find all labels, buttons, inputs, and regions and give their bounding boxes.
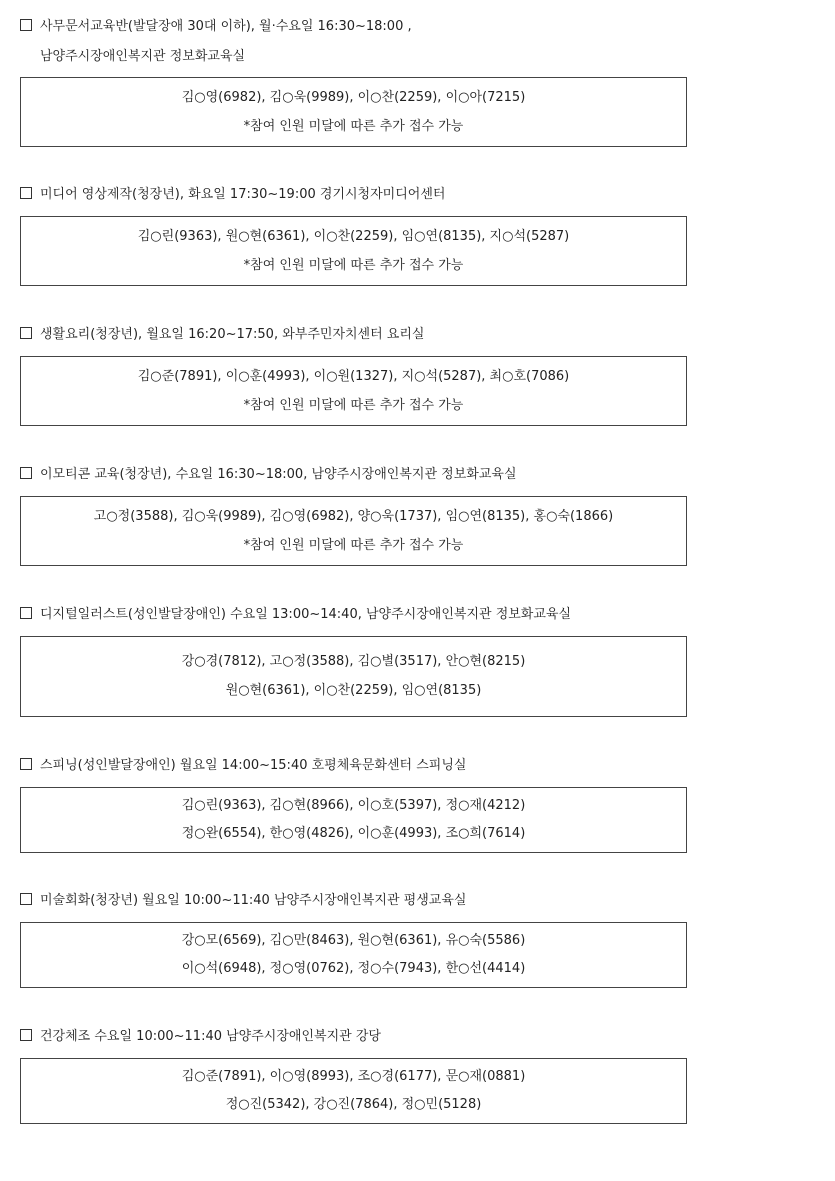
participant-box bbox=[20, 77, 687, 147]
checkbox-icon bbox=[20, 467, 32, 479]
participant-list: 고○정(3588), 김○욱(9989), 김○영(6982), 양○욱(1737), 임○연(8135), 홍○숙(1866) bbox=[93, 509, 614, 524]
checkbox-icon bbox=[20, 1029, 32, 1041]
program-title: 스피닝(성인발달장애인) 월요일 14:00~15:40 호평체육문화센터 스피닝실 bbox=[40, 758, 467, 773]
participant-list: 김○린(9363), 김○현(8966), 이○호(5397), 정○재(4212) bbox=[181, 798, 526, 813]
participant-box bbox=[20, 216, 687, 286]
checkbox-icon bbox=[20, 327, 32, 339]
program-title: 사무문서교육반(발달장애 30대 이하), 월·수요일 16:30~18:00 , bbox=[40, 19, 412, 34]
recruit-note: *참여 인원 미달에 따른 추가 접수 가능 bbox=[243, 119, 464, 134]
participant-box bbox=[20, 356, 687, 426]
participant-list: 정○진(5342), 강○진(7864), 정○민(5128) bbox=[225, 1097, 482, 1112]
participant-list: 김○영(6982), 김○욱(9989), 이○찬(2259), 이○아(7215) bbox=[181, 90, 526, 105]
program-heading bbox=[20, 187, 445, 203]
checkbox-icon bbox=[20, 19, 32, 31]
program-heading bbox=[20, 327, 424, 343]
participant-list: 이○석(6948), 정○영(0762), 정○수(7943), 한○선(4414) bbox=[181, 961, 526, 976]
program-title: 건강체조 수요일 10:00~11:40 남양주시장애인복지관 강당 bbox=[40, 1029, 381, 1044]
participant-list: 김○준(7891), 이○훈(4993), 이○원(1327), 지○석(5287), 최○호(7086) bbox=[137, 369, 570, 384]
participant-list: 강○경(7812), 고○정(3588), 김○별(3517), 안○현(8215) bbox=[181, 654, 526, 669]
program-title: 미술회화(청장년) 월요일 10:00~11:40 남양주시장애인복지관 평생교육실 bbox=[40, 893, 467, 908]
participant-list: 김○린(9363), 원○현(6361), 이○찬(2259), 임○연(8135), 지○석(5287) bbox=[137, 229, 570, 244]
participant-box bbox=[20, 636, 687, 717]
participant-list: 강○모(6569), 김○만(8463), 원○현(6361), 유○숙(5586) bbox=[181, 933, 526, 948]
participant-box bbox=[20, 787, 687, 853]
program-heading bbox=[20, 1029, 381, 1045]
participant-list: 원○현(6361), 이○찬(2259), 임○연(8135) bbox=[225, 683, 482, 698]
checkbox-icon bbox=[20, 758, 32, 770]
recruit-note: *참여 인원 미달에 따른 추가 접수 가능 bbox=[243, 398, 464, 413]
participant-box bbox=[20, 1058, 687, 1124]
program-heading bbox=[20, 467, 517, 483]
recruit-note: *참여 인원 미달에 따른 추가 접수 가능 bbox=[243, 538, 464, 553]
participant-box bbox=[20, 496, 687, 566]
program-title: 디지털일러스트(성인발달장애인) 수요일 13:00~14:40, 남양주시장애인복지관 정보화교육실 bbox=[40, 607, 572, 622]
checkbox-icon bbox=[20, 187, 32, 199]
checkbox-icon bbox=[20, 893, 32, 905]
program-heading bbox=[20, 758, 466, 774]
program-location: 남양주시장애인복지관 정보화교육실 bbox=[40, 49, 246, 64]
program-title: 생활요리(청장년), 월요일 16:20~17:50, 와부주민자치센터 요리실 bbox=[40, 327, 425, 342]
participant-list: 정○완(6554), 한○영(4826), 이○훈(4993), 조○희(7614) bbox=[181, 826, 526, 841]
program-heading bbox=[20, 19, 412, 35]
program-title: 이모티콘 교육(청장년), 수요일 16:30~18:00, 남양주시장애인복지관 정보화교육실 bbox=[40, 467, 517, 482]
program-heading bbox=[20, 607, 571, 623]
program-title: 미디어 영상제작(청장년), 화요일 17:30~19:00 경기시청자미디어센터 bbox=[40, 187, 446, 202]
program-heading bbox=[20, 893, 466, 909]
participant-list: 김○준(7891), 이○영(8993), 조○경(6177), 문○재(0881) bbox=[181, 1069, 526, 1084]
checkbox-icon bbox=[20, 607, 32, 619]
recruit-note: *참여 인원 미달에 따른 추가 접수 가능 bbox=[243, 258, 464, 273]
participant-box bbox=[20, 922, 687, 988]
